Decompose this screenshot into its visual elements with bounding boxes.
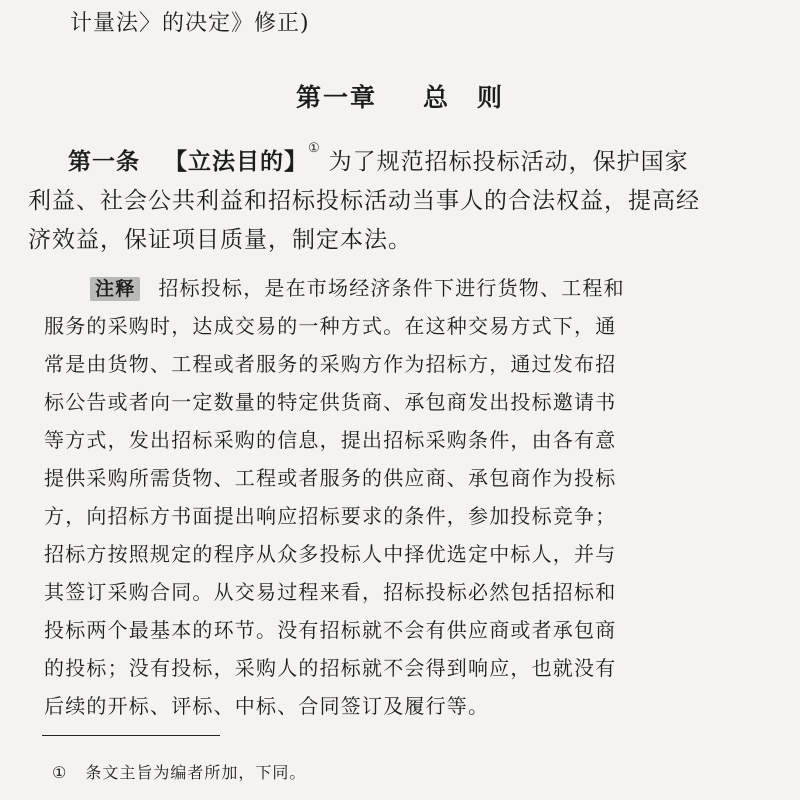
footnote-divider [42,735,220,736]
chapter-title: 总 则 [423,83,505,112]
article-heading: 【立法目的】 [164,148,308,175]
note-line: 常是由货物、工程或者服务的采购方作为招标方，通过发布招 [44,352,617,376]
note-line: 服务的采购时，达成交易的一种方式。在这种交易方式下，通 [44,314,617,338]
article-line: 济效益，保证项目质量，制定本法。 [28,227,412,253]
note-line: 招标投标，是在市场经济条件下进行货物、工程和 [158,276,625,300]
note-line: 标公告或者向一定数量的特定供货商、承包商发出投标邀请书 [44,390,617,414]
note-line: 投标两个最基本的环节。没有招标就不会有供应商或者承包商 [44,618,617,642]
note-line: 等方式，发出招标采购的信息，提出招标采购条件，由各有意 [44,428,617,452]
footnote-marker: ① [52,763,68,782]
previous-page-fragment: 计量法〉的决定》修正) [70,11,310,36]
footnote-text: 条文主旨为编者所加，下同。 [85,763,307,782]
note-line: 的投标；没有投标，采购人的招标就不会得到响应，也就没有 [44,656,617,680]
article-line: 利益、社会公共利益和招标投标活动当事人的合法权益，提高经 [28,188,700,214]
chapter-number: 第一章 [295,83,377,112]
note-line: 提供采购所需货物、工程或者服务的供应商、承包商作为投标 [44,466,617,490]
note-line: 后续的开标、评标、中标、合同签订及履行等。 [44,694,490,718]
note-line: 招标方按照规定的程序从众多投标人中择优选定中标人，并与 [44,542,617,566]
footnote-reference: ① [308,141,321,156]
note-badge: 注释 [90,277,140,301]
note-line: 其签订采购合同。从交易过程来看，招标投标必然包括招标和 [44,580,617,604]
note-line: 方，向招标方书面提出响应招标要求的条件，参加投标竞争； [44,504,617,528]
article-line: 为了规范招标投标活动，保护国家 [328,149,689,175]
note-first-line [90,272,625,301]
article-first-line [68,143,689,176]
footnote [52,760,306,783]
article-number: 第一条 [68,148,140,175]
chapter-heading [0,78,800,114]
